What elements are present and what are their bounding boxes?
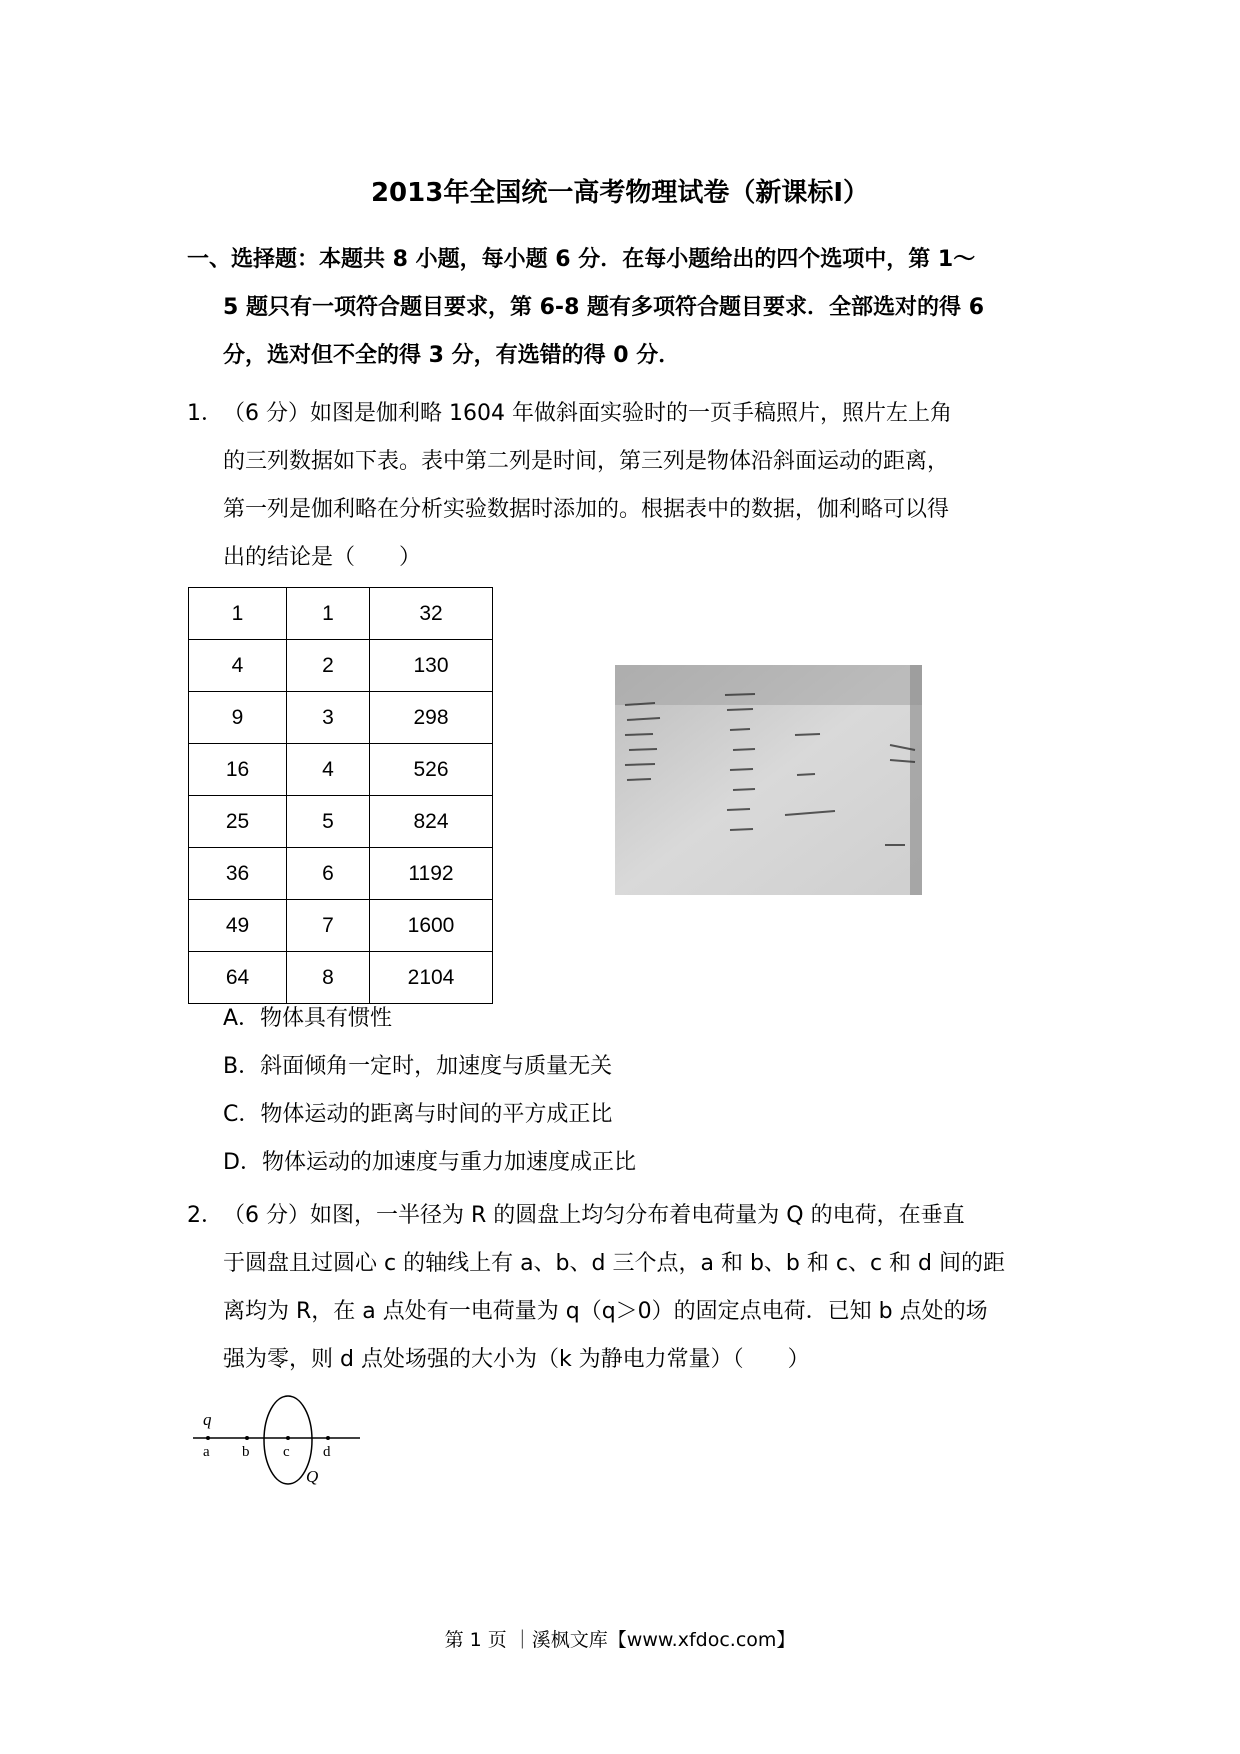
option-d[interactable]: D．物体运动的加速度与重力加速度成正比	[223, 1150, 636, 1175]
question-1-line-4: 出的结论是（ ）	[223, 545, 422, 570]
table-row	[189, 848, 493, 900]
table-cell: 4	[189, 640, 287, 692]
table-cell: 1192	[370, 848, 493, 900]
table-cell: 7	[287, 900, 370, 952]
point-b	[245, 1436, 249, 1440]
table-cell: 6	[287, 848, 370, 900]
table-cell: 16	[189, 744, 287, 796]
question-2-line-2: 于圆盘且过圆心 c 的轴线上有 a、b、d 三个点，a 和 b、b 和 c、c 和 d 间的距	[223, 1251, 1006, 1276]
option-b[interactable]: B．斜面倾角一定时，加速度与质量无关	[223, 1054, 613, 1079]
question-1-number: 1．	[187, 401, 223, 426]
label-d: d	[323, 1444, 331, 1460]
galileo-data-table	[188, 587, 493, 1004]
section-line-2: 5 题只有一项符合题目要求，第 6-8 题有多项符合题目要求．全部选对的得 6	[223, 295, 985, 320]
table-cell: 36	[189, 848, 287, 900]
label-q: q	[203, 1410, 212, 1429]
table-row	[189, 796, 493, 848]
section-line-3: 分，选对但不全的得 3 分，有选错的得 0 分．	[223, 343, 681, 368]
question-2-line-3: 离均为 R，在 a 点处有一电荷量为 q（q＞0）的固定点电荷．已知 b 点处的场	[223, 1299, 988, 1324]
table-cell: 32	[370, 588, 493, 640]
question-1	[187, 390, 1057, 582]
table-row	[189, 692, 493, 744]
question-2-line-1: （6 分）如图，一半径为 R 的圆盘上均匀分布着电荷量为 Q 的电荷，在垂直	[223, 1203, 965, 1228]
table-cell: 130	[370, 640, 493, 692]
table-cell: 64	[189, 952, 287, 1004]
option-c[interactable]: C．物体运动的距离与时间的平方成正比	[223, 1102, 613, 1127]
question-2-line-4: 强为零，则 d 点处场强的大小为（k 为静电力常量）（ ）	[223, 1347, 810, 1372]
table-cell: 1	[189, 588, 287, 640]
table-cell: 5	[287, 796, 370, 848]
question-1-line-1: （6 分）如图是伽利略 1604 年做斜面实验时的一页手稿照片，照片左上角	[223, 401, 952, 426]
table-cell: 8	[287, 952, 370, 1004]
table-row	[189, 640, 493, 692]
manuscript-photo	[615, 665, 922, 895]
table-cell: 3	[287, 692, 370, 744]
table-cell: 824	[370, 796, 493, 848]
label-c: c	[283, 1444, 290, 1460]
question-1-line-3: 第一列是伽利略在分析实验数据时添加的。根据表中的数据，伽利略可以得	[223, 497, 950, 522]
table-cell: 1600	[370, 900, 493, 952]
question-2	[187, 1192, 1057, 1384]
table-cell: 4	[287, 744, 370, 796]
label-Q: Q	[306, 1467, 319, 1486]
question-2-number: 2．	[187, 1203, 223, 1228]
table-cell: 1	[287, 588, 370, 640]
table-cell: 25	[189, 796, 287, 848]
point-c	[286, 1436, 290, 1440]
table-cell: 2104	[370, 952, 493, 1004]
point-a	[206, 1436, 210, 1440]
label-b: b	[242, 1444, 250, 1460]
table-row	[189, 900, 493, 952]
section-heading	[187, 236, 1057, 380]
table-row	[189, 588, 493, 640]
question-1-options	[223, 995, 636, 1187]
option-a[interactable]: A．物体具有惯性	[223, 1006, 393, 1031]
charged-disk-diagram	[188, 1390, 363, 1490]
section-line-1: 一、选择题：本题共 8 小题，每小题 6 分．在每小题给出的四个选项中，第 1～	[187, 247, 976, 272]
point-d	[326, 1436, 330, 1440]
table-cell: 2	[287, 640, 370, 692]
label-a: a	[203, 1444, 210, 1460]
page-title: 2013年全国统一高考物理试卷（新课标Ⅰ）	[370, 178, 870, 208]
table-row	[189, 744, 493, 796]
table-cell: 9	[189, 692, 287, 744]
page-footer: 第 1 页 ｜溪枫文库【www.xfdoc.com】	[444, 1629, 796, 1651]
table-cell: 298	[370, 692, 493, 744]
question-1-line-2: 的三列数据如下表。表中第二列是时间，第三列是物体沿斜面运动的距离，	[223, 449, 950, 474]
table-cell: 526	[370, 744, 493, 796]
table-cell: 49	[189, 900, 287, 952]
